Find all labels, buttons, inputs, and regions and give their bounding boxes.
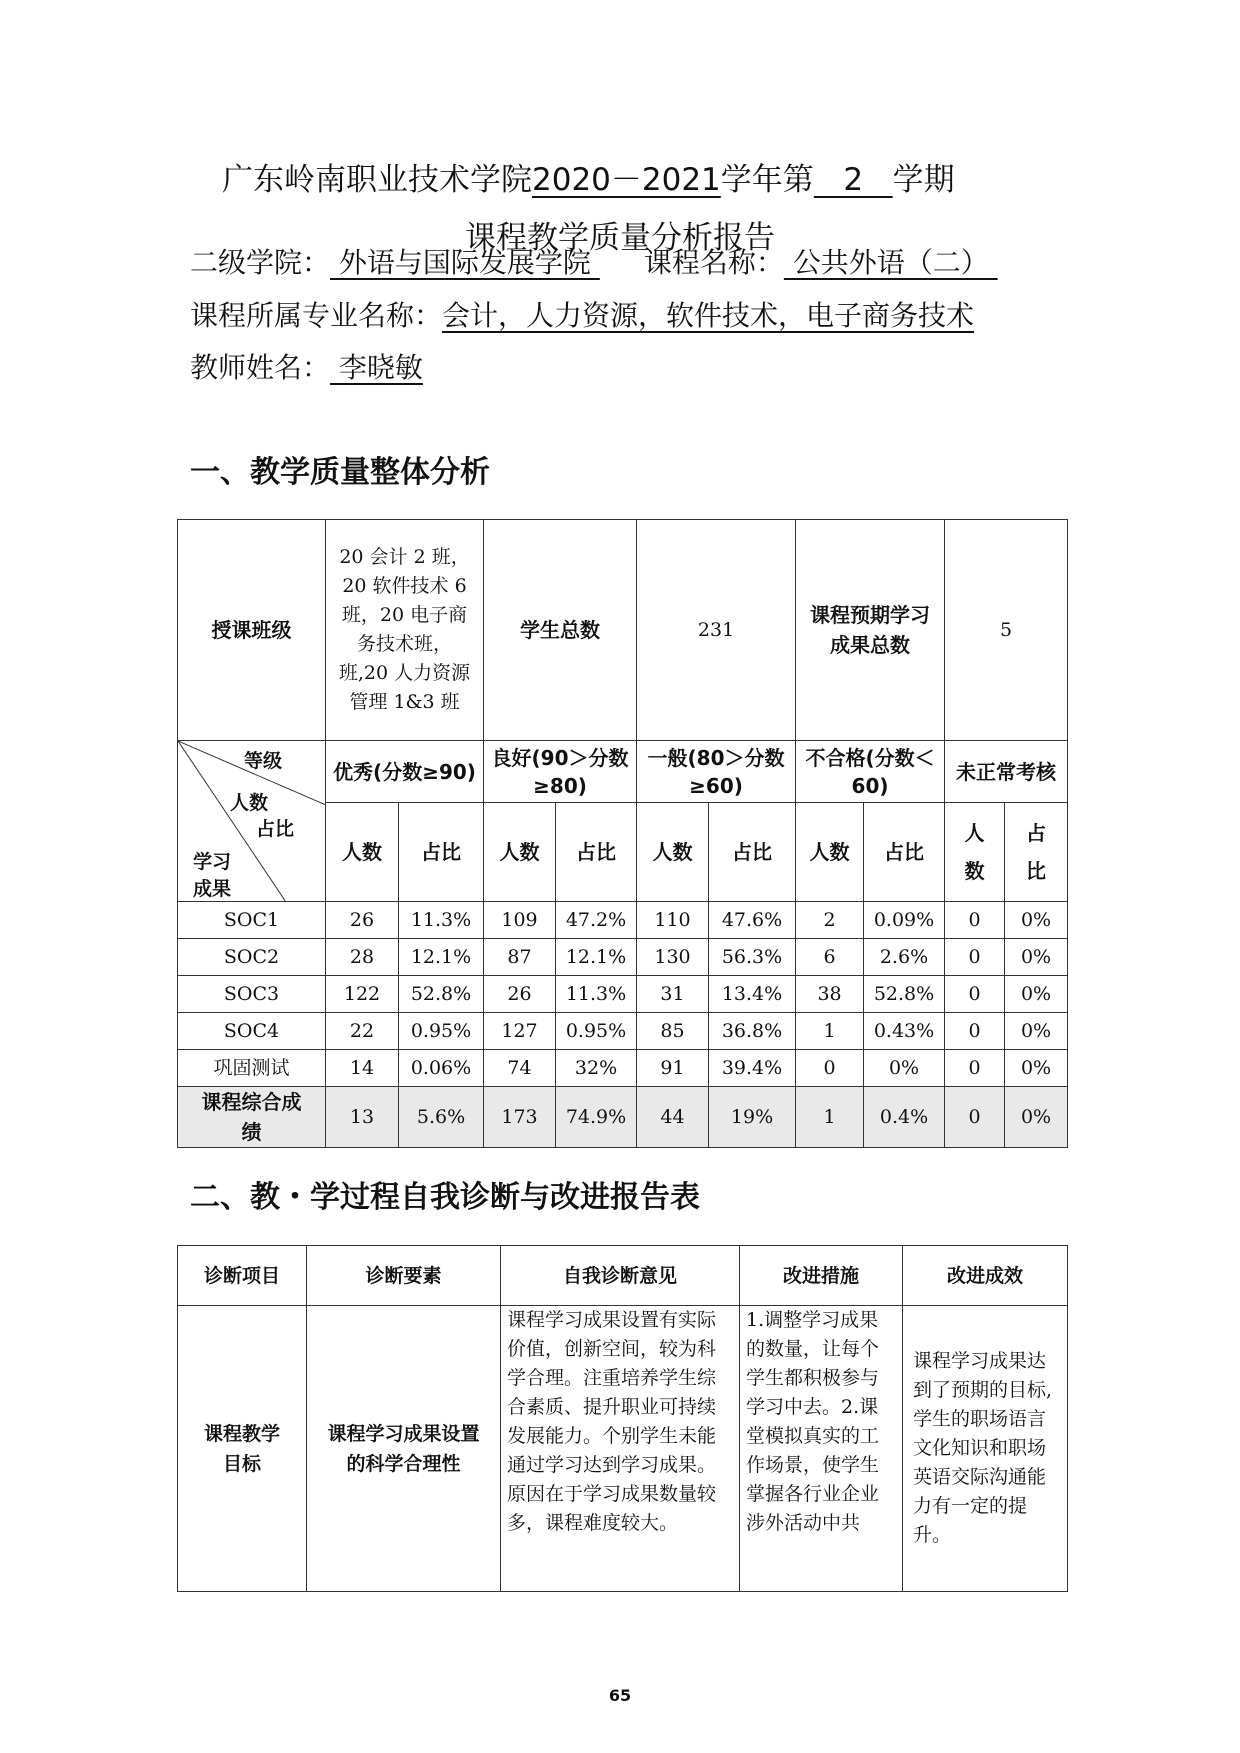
section1-heading: 一、教学质量整体分析 [190, 455, 490, 490]
page-number: 65 [608, 1686, 632, 1705]
sub-ratio: 占比 [1005, 803, 1068, 902]
diagonal-header-cell [178, 741, 326, 902]
course-value: 公共外语（二） [783, 246, 998, 279]
table-cell: 87 [484, 939, 556, 976]
table-cell: 0.09% [864, 902, 945, 939]
table-cell: 14 [326, 1050, 399, 1087]
grade-average: 一般(80＞分数≥60) [637, 741, 796, 803]
year-suffix: 学年第 [720, 162, 814, 198]
table-cell: 36.8% [709, 1013, 796, 1050]
diagnosis-header-row [178, 1246, 1068, 1306]
table-cell: 12.1% [399, 939, 484, 976]
table-cell: 44 [637, 1087, 709, 1148]
table-cell: 13.4% [709, 976, 796, 1013]
table-cell: 85 [637, 1013, 709, 1050]
sub-ratio: 占比 [864, 803, 945, 902]
table-cell: 0% [1005, 1050, 1068, 1087]
table-row [178, 902, 1068, 939]
school-name: 广东岭南职业技术学院 [222, 162, 532, 198]
header-diagnosis-element: 诊断要素 [307, 1246, 501, 1306]
header-self-opinion: 自我诊断意见 [501, 1246, 740, 1306]
table-cell: 0% [1005, 939, 1068, 976]
header-diagnosis-item: 诊断项目 [178, 1246, 307, 1306]
table-cell: 26 [326, 902, 399, 939]
table-cell: 52.8% [864, 976, 945, 1013]
table-cell: 0.95% [556, 1013, 637, 1050]
class-value: 20 会计 2 班，20 软件技术 6 班，20 电子商务技术班，班,20 人力资源管理 1&3 班 [326, 520, 484, 741]
table-row [178, 1087, 1068, 1148]
meta-college-course [190, 243, 998, 283]
table-cell: 173 [484, 1087, 556, 1148]
table-cell: 0% [1005, 976, 1068, 1013]
outcome-name: SOC2 [178, 939, 326, 976]
sub-count: 人数 [945, 803, 1005, 902]
table-cell: 0 [796, 1050, 864, 1087]
table-row [178, 976, 1068, 1013]
diagnosis-table [177, 1245, 1068, 1592]
term-number: 2 [813, 162, 893, 198]
term-suffix: 学期 [892, 162, 955, 198]
table-cell: 56.3% [709, 939, 796, 976]
table-cell: 0 [945, 1013, 1005, 1050]
table-info-row [178, 520, 1068, 741]
outcome-name: 巩固测试 [178, 1050, 326, 1087]
diag-grade-label: 等级 [244, 750, 283, 772]
table-cell: 127 [484, 1013, 556, 1050]
table-row [178, 939, 1068, 976]
table-cell: 26 [484, 976, 556, 1013]
table-cell: 0 [945, 939, 1005, 976]
teacher-label: 教师姓名： [190, 351, 331, 384]
students-value: 231 [637, 520, 796, 741]
table-cell: 74.9% [556, 1087, 637, 1148]
outcomes-value: 5 [945, 520, 1068, 741]
table-cell: 0% [864, 1050, 945, 1087]
table-cell: 13 [326, 1087, 399, 1148]
table-cell: 31 [637, 976, 709, 1013]
table-cell: 38 [796, 976, 864, 1013]
table-cell: 130 [637, 939, 709, 976]
sub-ratio: 占比 [399, 803, 484, 902]
table-cell: 47.6% [709, 902, 796, 939]
table-cell: 52.8% [399, 976, 484, 1013]
table-cell: 19% [709, 1087, 796, 1148]
diag-count-label: 人数 [230, 792, 269, 814]
table-cell: 122 [326, 976, 399, 1013]
grade-excellent: 优秀(分数≥90) [326, 741, 484, 803]
diagnosis-row [178, 1306, 1068, 1592]
report-title-line1 [222, 158, 955, 202]
table-cell: 0.06% [399, 1050, 484, 1087]
table-cell: 0 [945, 1087, 1005, 1148]
header-measures: 改进措施 [740, 1246, 903, 1306]
course-label: 课程名称： [643, 246, 784, 279]
table-row [178, 1050, 1068, 1087]
grade-good: 良好(90＞分数≥80) [484, 741, 637, 803]
table-row [178, 1013, 1068, 1050]
measures-text: 1.调整学习成果的数量，让每个学生都积极参与学习中去。2.课堂模拟真实的工作场景，使学生掌握各行业企业涉外活动中共 [740, 1306, 903, 1592]
sub-count: 人数 [637, 803, 709, 902]
table-cell: 0.4% [864, 1087, 945, 1148]
table-cell: 12.1% [556, 939, 637, 976]
table-cell: 11.3% [556, 976, 637, 1013]
major-label: 课程所属专业名称： [190, 299, 443, 332]
table-cell: 91 [637, 1050, 709, 1087]
table-cell: 39.4% [709, 1050, 796, 1087]
table-cell: 32% [556, 1050, 637, 1087]
meta-major [190, 296, 974, 336]
teacher-value: 李晓敏 [330, 351, 423, 384]
grade-header-row [178, 741, 1068, 803]
outcome-name: 课程综合成绩 [178, 1087, 326, 1148]
class-label: 授课班级 [178, 520, 326, 741]
students-label: 学生总数 [484, 520, 637, 741]
table-cell: 1 [796, 1013, 864, 1050]
sub-ratio: 占比 [709, 803, 796, 902]
table-cell: 0.95% [399, 1013, 484, 1050]
sub-count: 人数 [326, 803, 399, 902]
table-cell: 28 [326, 939, 399, 976]
table-cell: 2.6% [864, 939, 945, 976]
sub-ratio: 占比 [556, 803, 637, 902]
table-cell: 0% [1005, 1013, 1068, 1050]
diag-outcome-label: 学习成果 [192, 851, 231, 900]
table-cell: 0 [945, 902, 1005, 939]
outcome-name: SOC3 [178, 976, 326, 1013]
outcome-rows [178, 902, 1068, 1148]
table-cell: 109 [484, 902, 556, 939]
report-title-line2: 课程教学质量分析报告 [465, 220, 775, 256]
college-label: 二级学院： [190, 246, 331, 279]
table-cell: 0% [1005, 902, 1068, 939]
self-opinion-text: 课程学习成果设置有实际价值，创新空间，较为科学合理。注重培养学生综合素质、提升职业可持续发展能力。个别学生未能通过学习达到学习成果。原因在于学习成果数量较多，课程难度较大。 [501, 1306, 740, 1592]
outcome-name: SOC1 [178, 902, 326, 939]
table-cell: 11.3% [399, 902, 484, 939]
quality-analysis-table [177, 519, 1068, 1148]
grade-not-examined: 未正常考核 [945, 741, 1068, 803]
effect-text: 课程学习成果达到了预期的目标,学生的职场语言文化知识和职场英语交际沟通能力有一定的提升。 [903, 1306, 1068, 1592]
table-cell: 0 [945, 1050, 1005, 1087]
major-value: 会计，人力资源，软件技术，电子商务技术 [442, 299, 975, 332]
table-cell: 5.6% [399, 1087, 484, 1148]
diag-ratio-label: 占比 [256, 818, 295, 840]
section2-heading: 二、教・学过程自我诊断与改进报告表 [190, 1180, 700, 1215]
table-cell: 0 [945, 976, 1005, 1013]
college-value: 外语与国际发展学院 [330, 246, 600, 279]
grade-fail: 不合格(分数＜60) [796, 741, 945, 803]
table-cell: 1 [796, 1087, 864, 1148]
academic-year: 2020－2021 [532, 162, 721, 198]
table-cell: 110 [637, 902, 709, 939]
sub-count: 人数 [796, 803, 864, 902]
meta-teacher [190, 348, 423, 388]
sub-count: 人数 [484, 803, 556, 902]
outcome-name: SOC4 [178, 1013, 326, 1050]
table-cell: 0% [1005, 1087, 1068, 1148]
diagnosis-element: 课程学习成果设置的科学合理性 [307, 1306, 501, 1592]
outcomes-label: 课程预期学习成果总数 [796, 520, 945, 741]
header-effect: 改进成效 [903, 1246, 1068, 1306]
table-cell: 0.43% [864, 1013, 945, 1050]
table-cell: 74 [484, 1050, 556, 1087]
table-cell: 22 [326, 1013, 399, 1050]
table-cell: 2 [796, 902, 864, 939]
table-cell: 6 [796, 939, 864, 976]
table-cell: 47.2% [556, 902, 637, 939]
diagnosis-item: 课程教学目标 [178, 1306, 307, 1592]
